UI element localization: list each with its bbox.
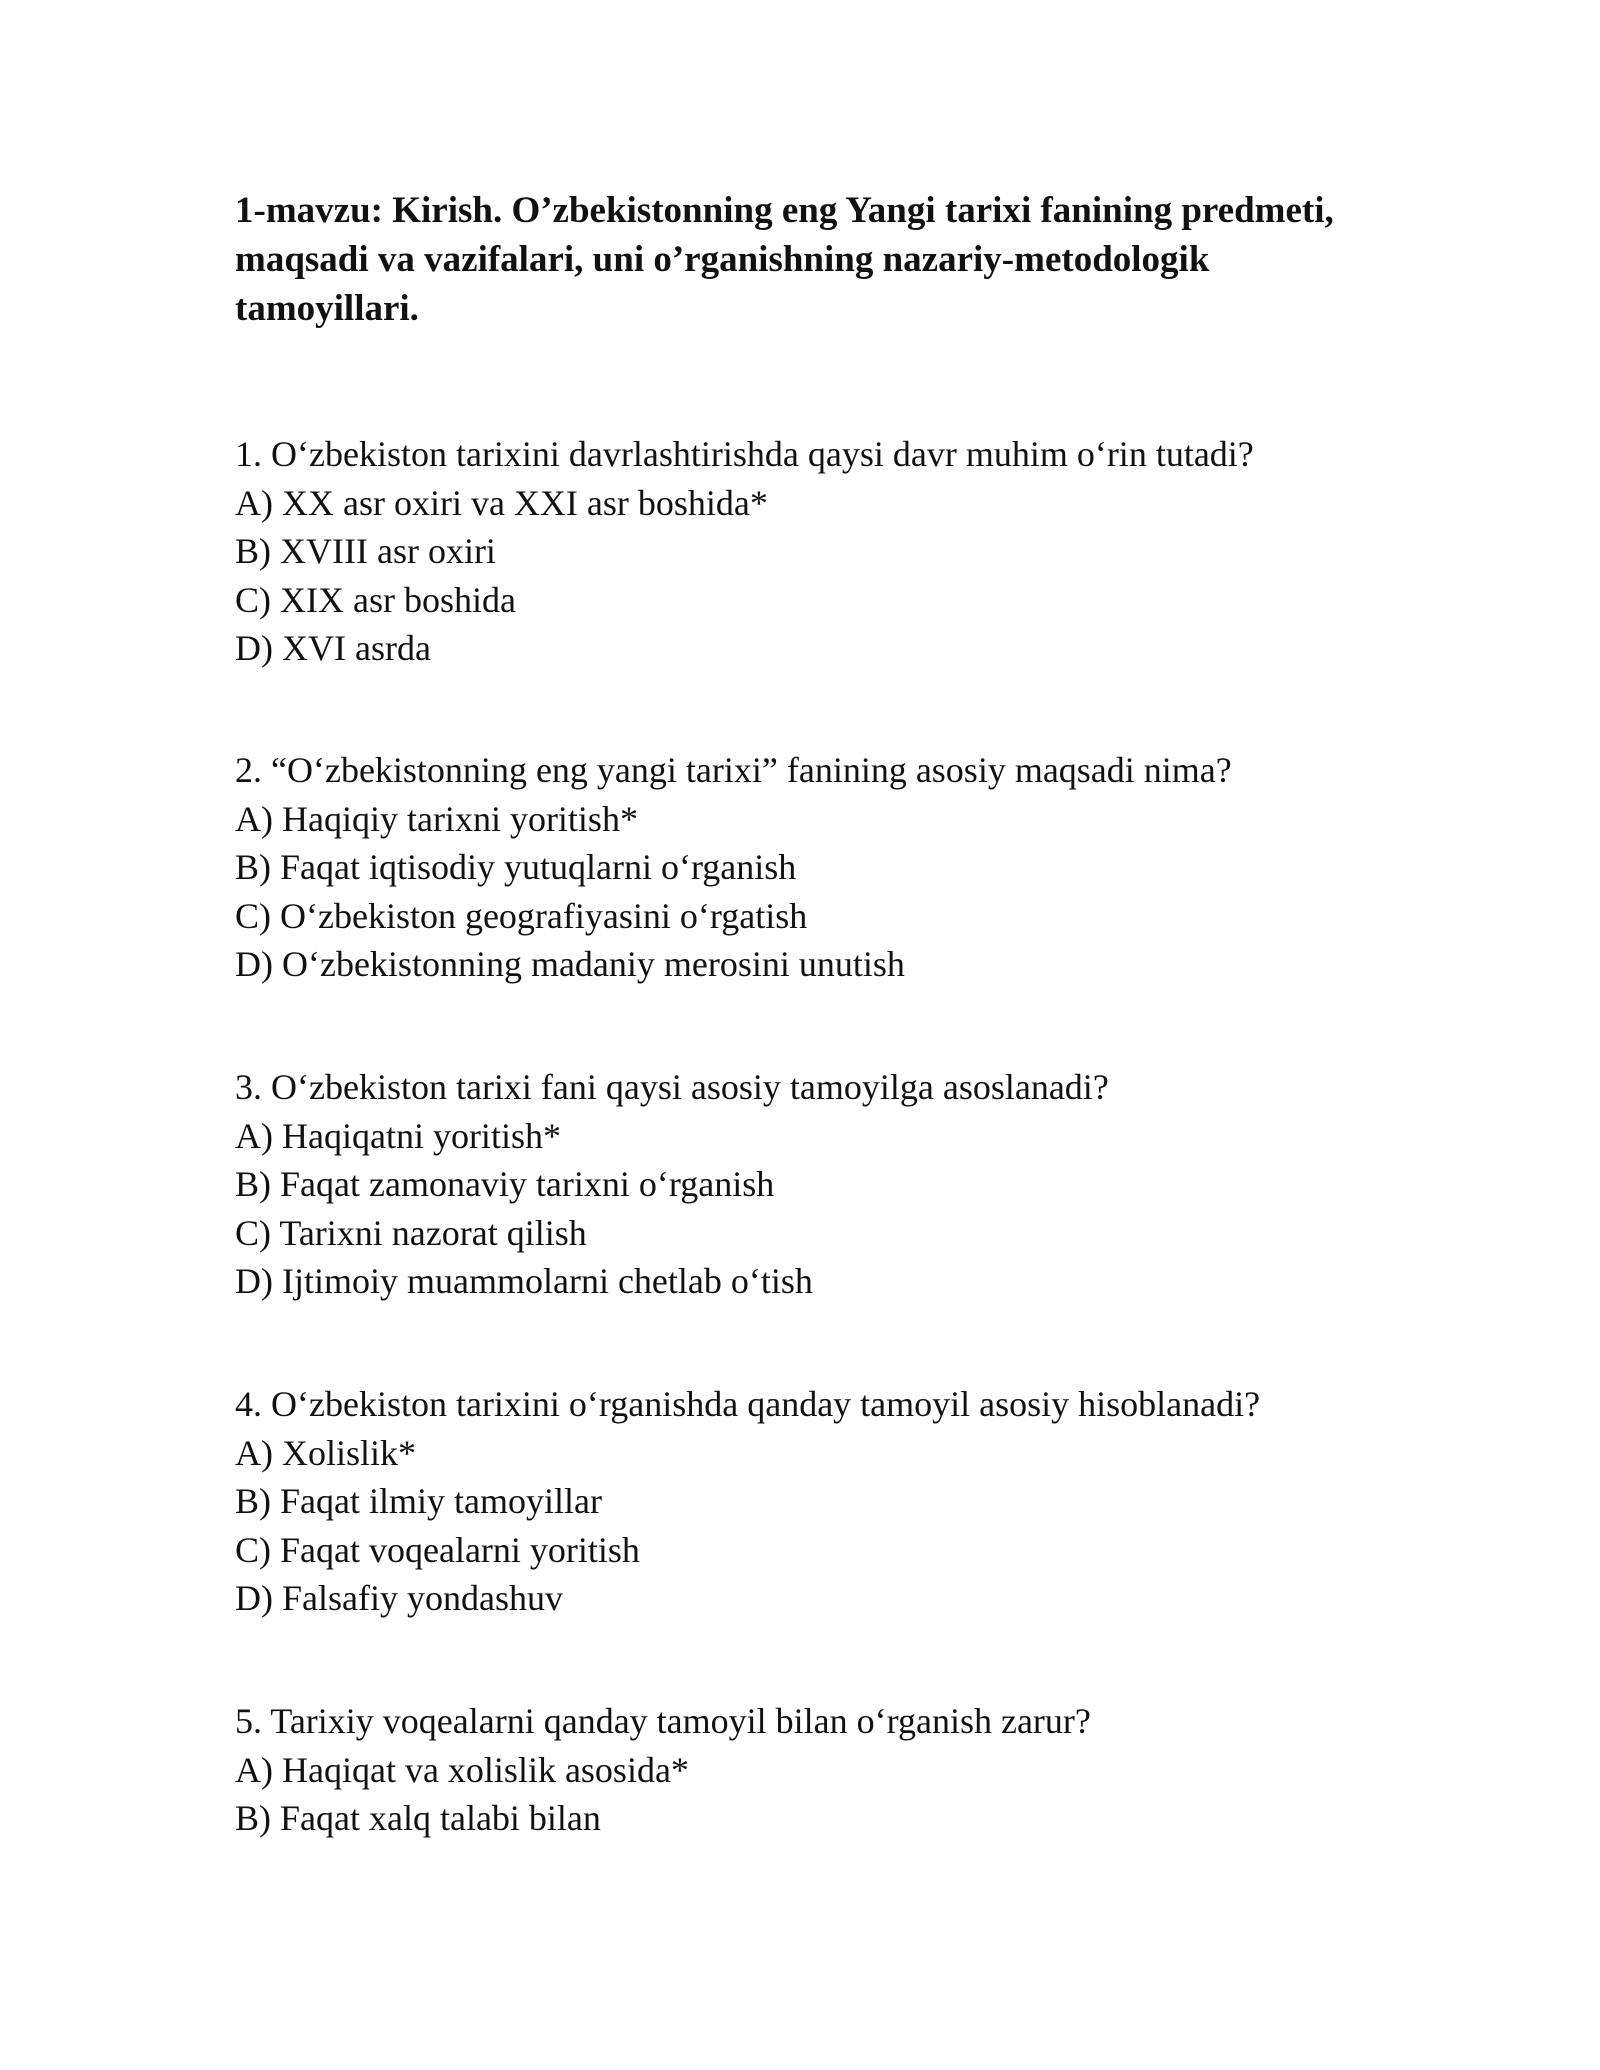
answer-option-d: D) O‘zbekistonning madaniy merosini unutish xyxy=(235,944,905,984)
answer-option-c: C) XIX asr boshida xyxy=(235,579,516,620)
answer-option-b: B) XVIII asr oxiri xyxy=(235,531,496,571)
question-text: 4. O‘zbekiston tarixini o‘rganishda qanday tamoyil asosiy hisoblanadi? xyxy=(235,1384,1261,1424)
answer-option-b: B) Faqat ilmiy tamoyillar xyxy=(235,1481,602,1521)
question-text: 1. O‘zbekiston tarixini davrlashtirishda qaysi davr muhim o‘rin tutadi? xyxy=(235,434,1254,474)
answer-option-c: C) Tarixni nazorat qilish xyxy=(235,1212,587,1253)
answer-option-a: A) Haqiqiy tarixni yoritish* xyxy=(235,798,638,839)
answer-option-b: B) Faqat xalq talabi bilan xyxy=(235,1798,601,1838)
answer-option-c: C) O‘zbekiston geografiyasini o‘rgatish xyxy=(235,895,808,936)
question-2 xyxy=(235,746,1485,989)
answer-option-d: D) Ijtimoiy muammolarni chetlab o‘tish xyxy=(235,1261,813,1301)
question-text: 5. Tarixiy voqealarni qanday tamoyil bilan o‘rganish zarur? xyxy=(235,1701,1091,1741)
question-3 xyxy=(235,1063,1485,1306)
answer-option-b: B) Faqat zamonaviy tarixni o‘rganish xyxy=(235,1164,775,1204)
answer-option-a: A) Xolislik* xyxy=(235,1432,417,1473)
question-text: 3. O‘zbekiston tarixi fani qaysi asosiy tamoyilga asoslanadi? xyxy=(235,1067,1109,1107)
question-4 xyxy=(235,1380,1485,1623)
question-text: 2. “O‘zbekistonning eng yangi tarixi” fanining asosiy maqsadi nima? xyxy=(235,750,1232,790)
answer-option-a: A) Haqiqatni yoritish* xyxy=(235,1115,561,1156)
answer-option-a: A) XX asr oxiri va XXI asr boshida* xyxy=(235,482,768,523)
answer-option-d: D) Falsafiy yondashuv xyxy=(235,1578,563,1618)
answer-option-d: D) XVI asrda xyxy=(235,628,431,668)
question-1 xyxy=(235,430,1485,673)
question-5 xyxy=(235,1697,1485,1843)
answer-option-b: B) Faqat iqtisodiy yutuqlarni o‘rganish xyxy=(235,847,797,887)
page-title: 1-mavzu: Kirish. O’zbekistonning eng Yangi tarixi fanining predmeti, maqsadi va vazifalari, uni o’rganishning nazariy-metodologik tamoyillari. xyxy=(235,190,1334,329)
answer-option-a: A) Haqiqat va xolislik asosida* xyxy=(235,1749,689,1790)
answer-option-c: C) Faqat voqealarni yoritish xyxy=(235,1529,640,1570)
